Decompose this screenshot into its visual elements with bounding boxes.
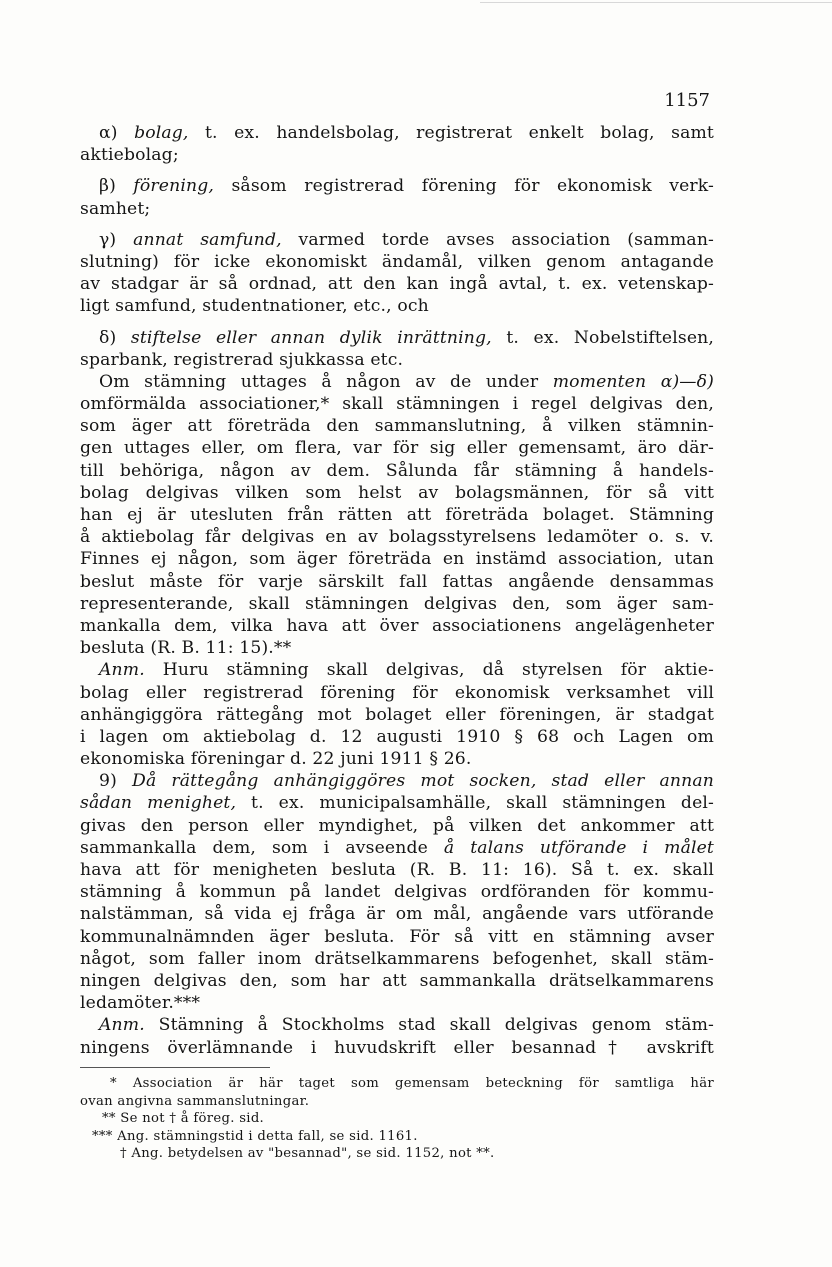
footnote: * Association är här taget som gemensam beteckning för samtliga här: [110, 1076, 714, 1091]
text-line: [80, 903, 714, 925]
text-span: varmed torde avses association (samman-: [281, 229, 715, 250]
paragraph-gap: [80, 318, 714, 327]
italic-span: momenten α)—δ): [552, 371, 714, 392]
text-line: [80, 992, 714, 1014]
text-line: [80, 637, 714, 659]
text-span: slutning) för icke ekonomiskt ändamål, vilken genom antagande: [80, 251, 714, 272]
text-line: [80, 1014, 714, 1036]
text-line: [80, 615, 714, 637]
text-span: av stadgar är så ordnad, att den kan ingå avtal, t. ex. vetenskap-: [80, 274, 714, 295]
text-span: Huru stämning skall delgivas, då styrelsen för aktie-: [144, 660, 714, 681]
text-line: [80, 198, 714, 220]
text-line: [80, 144, 714, 166]
footnote: † Ang. betydelsen av "besannad", se sid. 1152, not **.: [120, 1146, 495, 1162]
text-span: representerande, skall stämningen delgivas den, som äger sam-: [80, 593, 714, 614]
italic-span: annat samfund,: [133, 229, 282, 250]
text-line: [80, 229, 714, 251]
italic-span: å talans utförande i målet: [443, 837, 714, 858]
text-span: anhängiggöra rättegång mot bolaget eller föreningen, är stadgat: [80, 704, 714, 725]
text-span: sammankalla dem, som i avseende: [80, 837, 444, 858]
text-line: [80, 504, 714, 526]
italic-span: Anm.: [99, 1015, 145, 1036]
text-span: som äger att företräda den sammanslutning, å vilken stämnin-: [80, 416, 714, 437]
text-span: Om stämning uttages å någon av de under: [99, 371, 553, 392]
text-span: ekonomiska föreningar d. 22 juni 1911 § 26.: [80, 749, 472, 770]
text-span: Stämning å Stockholms stad skall delgivas genom stäm-: [144, 1015, 714, 1036]
text-span: beslut måste för varje särskilt fall fattas angående densammas: [80, 571, 714, 592]
text-line: [80, 415, 714, 437]
text-line: [80, 859, 714, 881]
text-line: [80, 792, 714, 814]
text-line: [80, 526, 714, 548]
footnote: ** Se not † å föreg. sid.: [102, 1111, 265, 1127]
text-line: [80, 349, 714, 371]
text-span: nalstämman, så vida ej fråga är om mål, angående vars utförande: [80, 904, 714, 925]
text-span: samhet;: [80, 198, 151, 219]
text-line: [80, 726, 714, 748]
text-line: [80, 815, 714, 837]
footnote: *** Ang. stämningstid i detta fall, se sid. 1161.: [92, 1128, 418, 1144]
text-line: [80, 371, 714, 393]
italic-span: Då rättegång anhängiggöres mot socken, stad eller annan: [132, 771, 714, 792]
text-span: ligt samfund, studentnationer, etc., och: [80, 296, 429, 317]
text-line: [80, 659, 714, 681]
text-span: besluta (R. B. 11: 15).**: [80, 638, 292, 659]
text-line: [80, 327, 714, 349]
page-number: 1157: [664, 90, 710, 111]
text-line: [80, 273, 714, 295]
italic-span: förening,: [133, 176, 214, 197]
text-span: gen uttages eller, om flera, var för sig eller gemensamt, äro där-: [80, 438, 714, 459]
footnote: ovan angivna sammanslutningar.: [80, 1093, 310, 1109]
text-span: t. ex. Nobelstiftelsen,: [491, 327, 715, 348]
text-span: å aktiebolag får delgivas en av bolagsstyrelsens ledamöter o. s. v.: [80, 527, 714, 548]
text-line: [80, 437, 714, 459]
text-span: till behöriga, någon av dem. Sålunda får stämning å handels-: [80, 460, 714, 481]
text-span: i lagen om aktiebolag d. 12 augusti 1910 § 68 och Lagen om: [80, 726, 714, 747]
text-span: β): [99, 176, 134, 197]
italic-span: sådan menighet,: [80, 793, 237, 814]
text-span: stämning å kommun på landet delgivas ordföranden för kommu-: [80, 882, 714, 903]
text-span: kommunalnämnden äger besluta. För så vitt en stämning avser: [80, 926, 714, 947]
text-span: ledamöter.***: [80, 993, 201, 1014]
body-text: [80, 122, 714, 1059]
text-span: ningens överlämnande i huvudskrift eller besannad† avskrift: [80, 1037, 714, 1058]
text-line: [80, 682, 714, 704]
text-span: såsom registrerad förening för ekonomisk verk-: [213, 176, 715, 197]
text-line: [80, 122, 714, 144]
text-line: [80, 251, 714, 273]
text-span: δ): [99, 327, 131, 348]
text-line: [80, 926, 714, 948]
text-span: givas den person eller myndighet, på vilken det ankommer att: [80, 815, 714, 836]
text-span: han ej är utesluten från rätten att företräda bolaget. Stämning: [80, 505, 714, 525]
text-span: γ): [99, 229, 134, 250]
italic-span: stiftelse eller annan dylik inrättning,: [130, 327, 492, 348]
paragraph-gap: [80, 166, 714, 175]
scan-edge-line: [480, 2, 832, 3]
text-line: [80, 460, 714, 482]
text-line: [80, 881, 714, 903]
text-span: mankalla dem, vilka hava att över associationens angelägenheter: [80, 615, 714, 636]
text-span: Finnes ej någon, som äger företräda en instämd association, utan: [80, 549, 714, 570]
text-line: [80, 593, 714, 615]
text-line: [80, 482, 714, 504]
text-span: α): [99, 123, 135, 143]
text-line: [80, 770, 714, 792]
text-span: bolag eller registrerad förening för ekonomisk verksamhet vill: [80, 682, 714, 703]
text-span: bolag delgivas vilken som helst av bolagsmännen, för så vitt: [80, 482, 714, 503]
footnotes: [80, 1075, 714, 1163]
paragraph-gap: [80, 220, 714, 229]
text-line: [80, 748, 714, 770]
text-span: 9): [99, 771, 133, 792]
text-span: ningen delgivas den, som har att sammankalla drätselkammarens: [80, 970, 714, 991]
text-span: omförmälda associationer,* skall stämningen i regel delgivas den,: [80, 394, 714, 415]
text-span: t. ex. handelsbolag, registrerat enkelt bolag, samt: [188, 123, 714, 143]
text-line: [80, 175, 714, 197]
text-span: något, som faller inom drätselkammarens befogenhet, skall stäm-: [80, 948, 714, 969]
text-line: [80, 948, 714, 970]
text-line: [80, 837, 714, 859]
text-line: [80, 704, 714, 726]
text-line: [80, 1037, 714, 1059]
text-line: [80, 548, 714, 570]
italic-span: bolag,: [134, 123, 189, 143]
text-line: [80, 295, 714, 317]
text-span: sparbank, registrerad sjukkassa etc.: [80, 349, 404, 370]
text-span: aktiebolag;: [80, 145, 179, 166]
text-span: hava att för menigheten besluta (R. B. 11: 16). Så t. ex. skall: [80, 860, 714, 880]
text-line: [80, 571, 714, 593]
italic-span: Anm.: [99, 660, 145, 681]
text-span: t. ex. municipalsamhälle, skall stämningen del-: [236, 793, 715, 814]
footnote-rule: [80, 1067, 270, 1068]
text-line: [80, 970, 714, 992]
text-line: [80, 393, 714, 415]
